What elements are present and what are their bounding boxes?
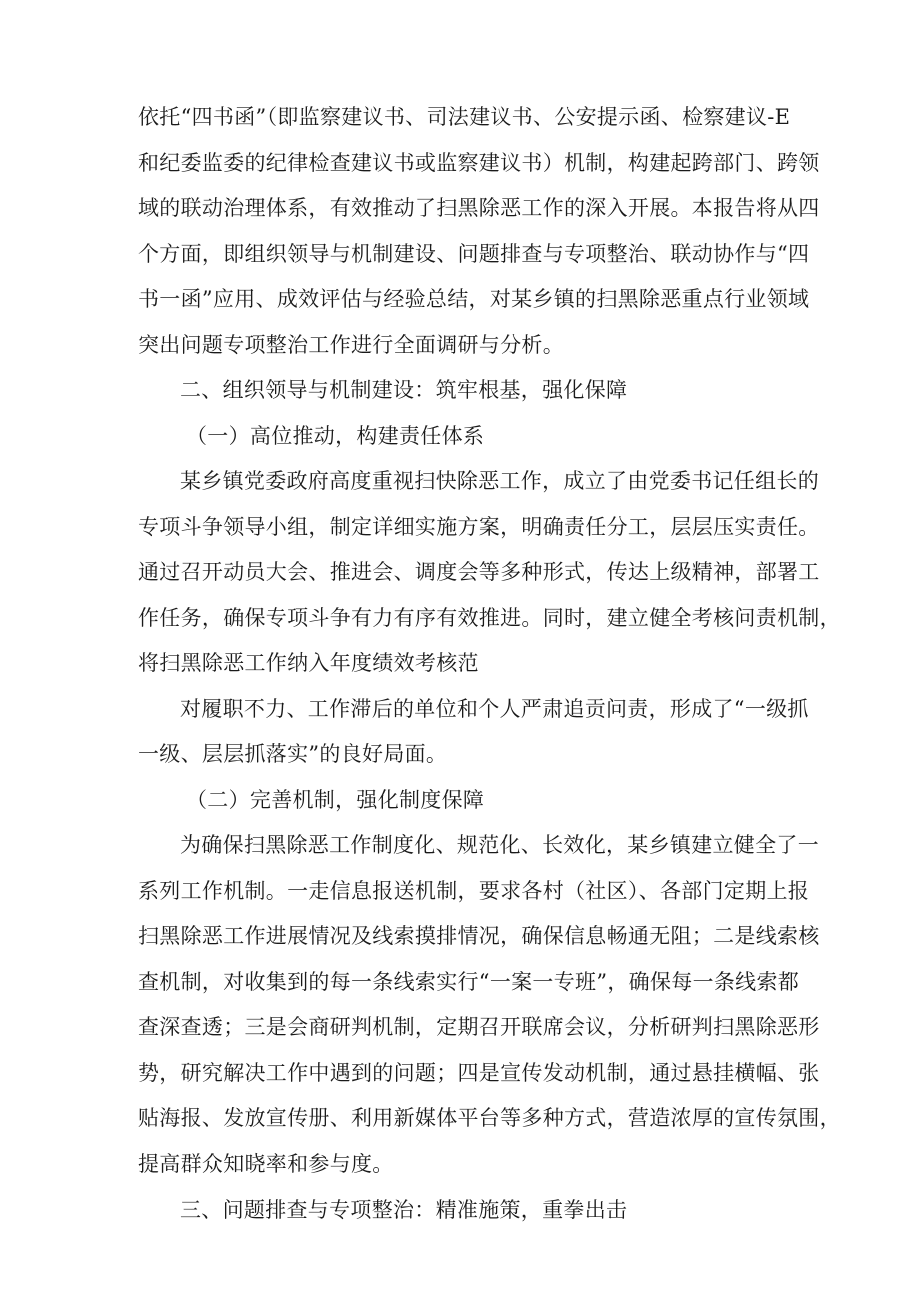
paragraph-line: 查机制，对收集到的每一条线索实行“一案一专班”，确保每一条线索都 [138, 970, 800, 994]
paragraph-line: 作任务，确保专项斗争有力有序有效推进。同时，建立健全考核问责机制， [138, 606, 841, 630]
paragraph-line: 一级、层层抓落实”的良好局面。 [138, 742, 448, 766]
paragraph-line: 个方面，即组织领导与机制建设、问题排查与专项整治、联动协作与“四 [138, 242, 810, 266]
paragraph-line: 依托“四书函”（即监察建议书、司法建议书、公安提示函、检察建议-E [138, 105, 791, 129]
paragraph-line: 贴海报、发放宣传册、利用新媒体平台等多种方式，营造浓厚的宣传氛围， [138, 1106, 841, 1130]
paragraph-line: 扫黑除恶工作进展情况及线索摸排情况，确保信息畅通无阻；二是线索核 [138, 924, 820, 948]
paragraph-line: 对履职不力、工作滞后的单位和个人严肃追贡问责，形成了“一级抓 [180, 697, 809, 721]
section-heading: 三、问题排查与专项整治：精准施策，重拳出击 [180, 1198, 628, 1222]
paragraph-line: 专项斗争领导小组，制定详细实施方案，明确责任分工，层层压实责任。 [138, 515, 820, 539]
paragraph-line: 突出问题专项整治工作进行全面调研与分析。 [138, 333, 564, 357]
paragraph-line: 某乡镇党委政府高度重视扫快除恶工作，成立了由党委书记任组长的 [180, 469, 819, 493]
paragraph-line: 查深查透；三是会商研判机制，定期召开联席会议，分析研判扫黑除恶形 [138, 1015, 820, 1039]
paragraph-line: 通过召开动员大会、推进会、调度会等多种形式，传达上级精神，部署工 [138, 560, 820, 584]
paragraph-line: 域的联动治理体系，有效推动了扫黑除恶工作的深入开展。本报告将从四 [138, 196, 820, 220]
section-heading: 二、组织领导与机制建设：筑牢根基，强化保障 [180, 378, 628, 402]
paragraph-line: 书一函”应用、成效评估与经验总结，对某乡镇的扫黑除恶重点行业领域 [138, 287, 810, 311]
paragraph-line: 将扫黑除恶工作纳入年度绩效考核范 [138, 651, 479, 675]
paragraph-line: 势，研究解决工作中遇到的问题；四是宣传发动机制，通过悬挂横幅、张 [138, 1061, 820, 1085]
subsection-heading: （二）完善机制，强化制度保障 [186, 788, 485, 812]
paragraph-line: 提高群众知晓率和参与度。 [138, 1152, 394, 1176]
paragraph-line: 和纪委监委的纪律检查建议书或监察建议书）机制，构建起跨部门、跨领 [138, 151, 820, 175]
subsection-heading: （一）高位推动，构建责任体系 [186, 424, 485, 448]
paragraph-line: 为确保扫黑除恶工作制度化、规范化、长效化，某乡镇建立健全了一 [180, 833, 819, 857]
paragraph-line: 系列工作机制。一走信息报送机制，要求各村（社区）、各部门定期上报 [138, 879, 810, 903]
